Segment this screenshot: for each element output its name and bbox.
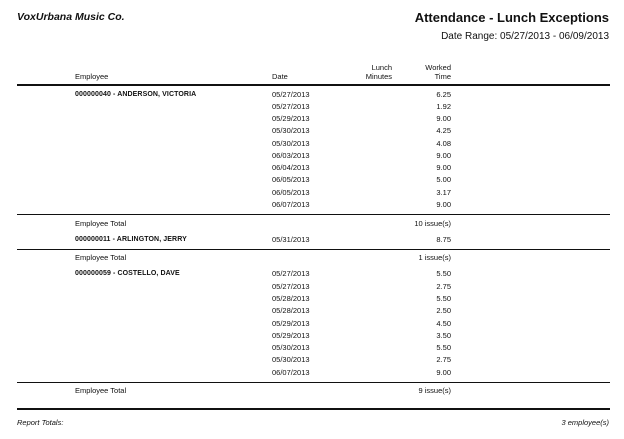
- row-worked-time: 9.00: [436, 200, 451, 209]
- date-range-label: Date Range:: [441, 31, 498, 42]
- row-date: 06/05/2013: [272, 188, 310, 197]
- row-worked-time: 2.75: [436, 282, 451, 291]
- row-worked-time: 5.50: [436, 294, 451, 303]
- row-date: 06/07/2013: [272, 368, 310, 377]
- row-date: 05/27/2013: [272, 90, 310, 99]
- row-worked-time: 9.00: [436, 151, 451, 160]
- employee-issue-count: 9 issue(s): [418, 386, 451, 395]
- row-worked-time: 2.75: [436, 355, 451, 364]
- row-date: 05/27/2013: [272, 269, 310, 278]
- row-worked-time: 2.50: [436, 306, 451, 315]
- column-header-lunch-line2: Minutes: [365, 72, 392, 81]
- column-header-worked-time: [400, 63, 451, 81]
- row-date: 06/05/2013: [272, 175, 310, 184]
- row-worked-time: 5.00: [436, 175, 451, 184]
- row-date: 05/30/2013: [272, 139, 310, 148]
- row-date: 05/31/2013: [272, 235, 310, 244]
- column-header-date: Date: [272, 72, 288, 81]
- row-date: 05/28/2013: [272, 306, 310, 315]
- date-range-value: 05/27/2013 - 06/09/2013: [500, 31, 609, 42]
- employee-name: 000000040 - ANDERSON, VICTORIA: [75, 91, 197, 98]
- row-date: 05/30/2013: [272, 126, 310, 135]
- row-date: 05/29/2013: [272, 331, 310, 340]
- row-date: 05/30/2013: [272, 355, 310, 364]
- row-date: 05/27/2013: [272, 282, 310, 291]
- row-worked-time: 3.17: [436, 188, 451, 197]
- row-worked-time: 8.75: [436, 235, 451, 244]
- header-divider: [17, 84, 610, 86]
- row-worked-time: 4.08: [436, 139, 451, 148]
- row-worked-time: 5.50: [436, 269, 451, 278]
- row-date: 05/28/2013: [272, 294, 310, 303]
- column-header-employee: Employee: [75, 72, 109, 81]
- row-worked-time: 9.00: [436, 368, 451, 377]
- employee-count: 3 employee(s): [561, 418, 609, 427]
- employee-total-divider: [17, 382, 610, 383]
- row-worked-time: 3.50: [436, 331, 451, 340]
- row-date: 05/29/2013: [272, 319, 310, 328]
- column-header-worked-line2: Time: [434, 72, 451, 81]
- row-worked-time: 9.00: [436, 163, 451, 172]
- row-date: 06/04/2013: [272, 163, 310, 172]
- row-worked-time: 9.00: [436, 114, 451, 123]
- row-worked-time: 6.25: [436, 90, 451, 99]
- report-title: Attendance - Lunch Exceptions: [414, 10, 609, 25]
- row-worked-time: 4.25: [436, 126, 451, 135]
- employee-total-divider: [17, 249, 610, 250]
- employee-total-divider: [17, 214, 610, 215]
- column-header-lunch-line1: Lunch: [371, 63, 392, 72]
- row-worked-time: 4.50: [436, 319, 451, 328]
- employee-name: 000000059 - COSTELLO, DAVE: [75, 270, 180, 277]
- employee-total-label: Employee Total: [75, 219, 127, 228]
- row-date: 05/30/2013: [272, 343, 310, 352]
- row-date: 05/27/2013: [272, 102, 310, 111]
- row-date: 06/03/2013: [272, 151, 310, 160]
- row-worked-time: 1.92: [436, 102, 451, 111]
- date-range: [441, 31, 609, 42]
- employee-issue-count: 1 issue(s): [418, 253, 451, 262]
- row-date: 06/07/2013: [272, 200, 310, 209]
- employee-total-label: Employee Total: [75, 253, 127, 262]
- company-name: VoxUrbana Music Co.: [17, 11, 125, 23]
- employee-name: 000000011 - ARLINGTON, JERRY: [75, 236, 187, 243]
- report-totals-divider: [17, 408, 610, 410]
- employee-total-label: Employee Total: [75, 386, 127, 395]
- column-header-lunch-minutes: [340, 63, 392, 81]
- column-header-worked-line1: Worked: [425, 63, 451, 72]
- row-date: 05/29/2013: [272, 114, 310, 123]
- row-worked-time: 5.50: [436, 343, 451, 352]
- employee-issue-count: 10 issue(s): [414, 219, 451, 228]
- report-totals-label: Report Totals:: [17, 418, 64, 427]
